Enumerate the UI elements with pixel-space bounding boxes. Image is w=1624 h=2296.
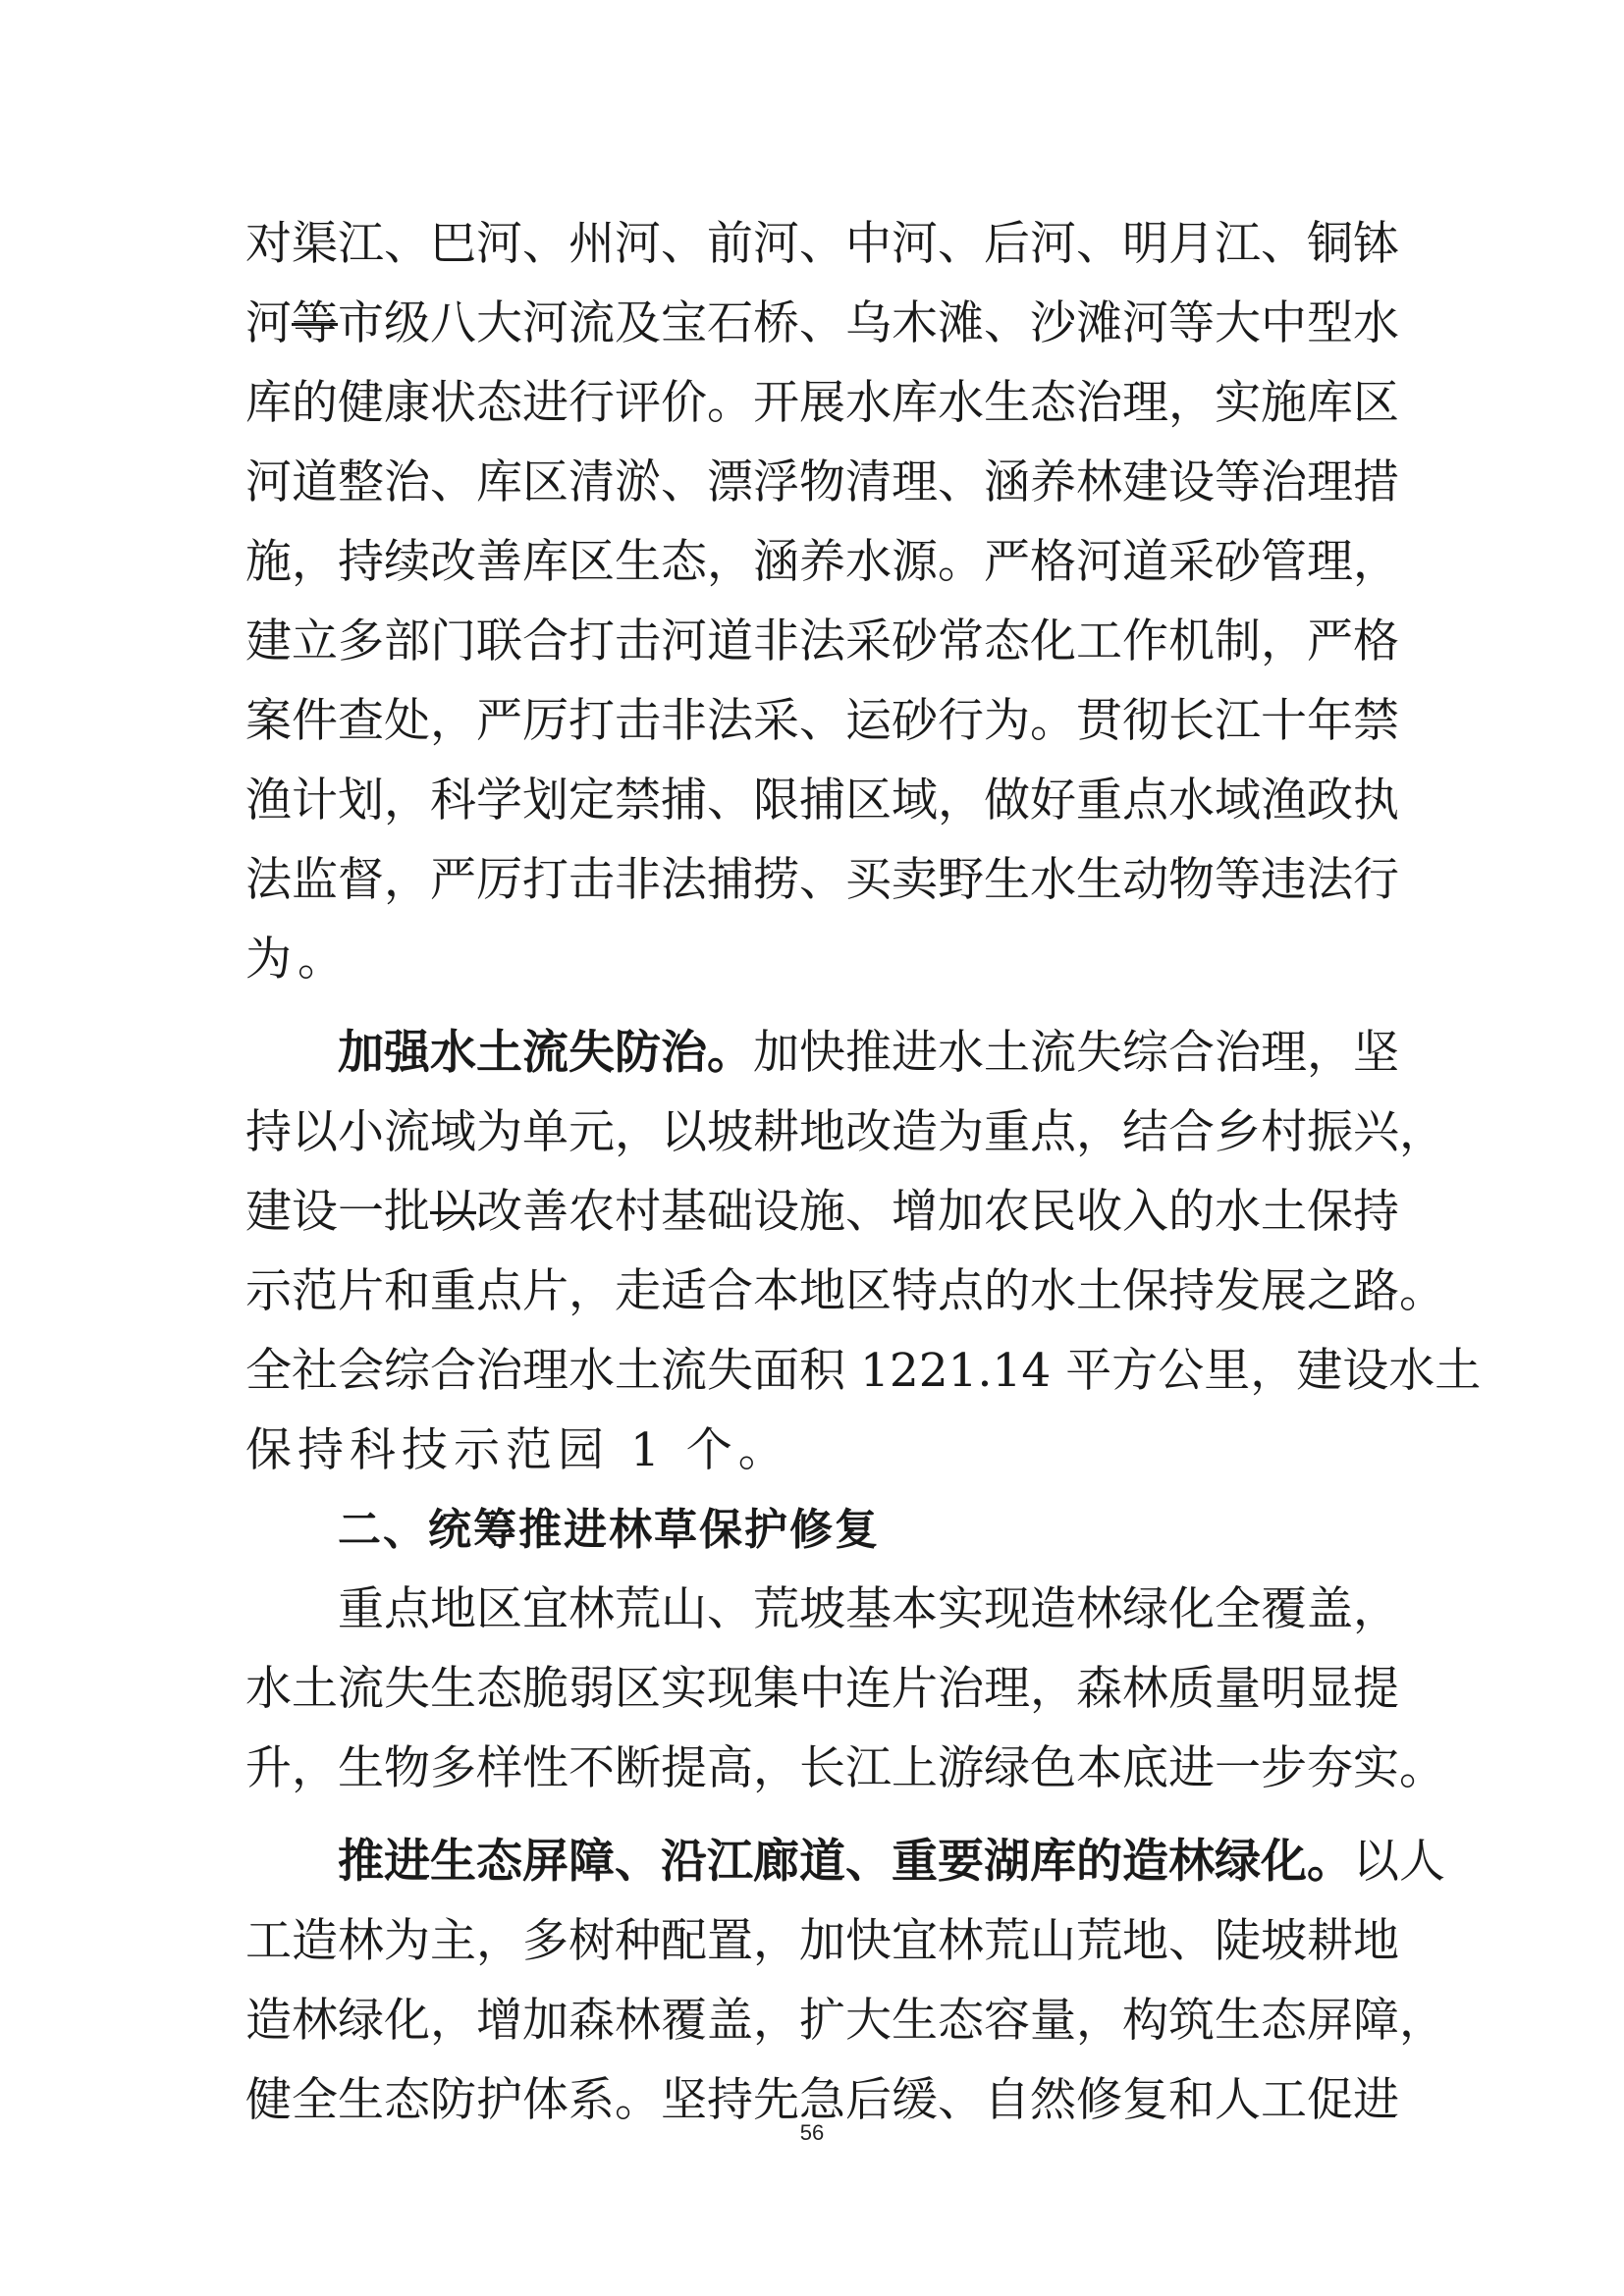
text-line: 建立多部门联合打击河道非法采砂常态化工作机制，严格 bbox=[245, 614, 1399, 668]
text-line bbox=[245, 1822, 1445, 1901]
struck-text: 以 bbox=[430, 1185, 476, 1239]
text-line: 法监督，严厉打击非法捕捞、买卖野生水生动物等违法行 bbox=[245, 853, 1399, 907]
text-line: 库的健康状态进行评价。开展水库水生态治理，实施库区 bbox=[245, 376, 1399, 430]
text-line: 升，生物多样性不断提高，长江上游绿色本底进一步夯实。 bbox=[245, 1741, 1445, 1795]
text-line: 对渠江、巴河、州河、前河、中河、后河、明月江、铜钵 bbox=[245, 217, 1399, 271]
text-line: 健全生态防护体系。坚持先急后缓、自然修复和人工促进 bbox=[245, 2073, 1399, 2127]
page-number: 56 bbox=[799, 2120, 825, 2145]
paragraph-afforestation bbox=[245, 1822, 1445, 2140]
text-line: 造林绿化，增加森林覆盖，扩大生态容量，构筑生态屏障， bbox=[245, 1994, 1445, 2048]
text-line: 工造林为主，多树种配置，加快宜林荒山荒地、陡坡耕地 bbox=[245, 1914, 1399, 1968]
text-line: 保持科技示范园 1 个。 bbox=[245, 1423, 790, 1477]
text-line: 渔计划，科学划定禁捕、限捕区域，做好重点水域渔政执 bbox=[245, 774, 1399, 828]
text-line: 示范片和重点片，走适合本地区特点的水土保持发展之路。 bbox=[245, 1264, 1445, 1318]
section-forest-grass bbox=[245, 1490, 1445, 1808]
text-line: 重点地区宜林荒山、荒坡基本实现造林绿化全覆盖， bbox=[338, 1582, 1399, 1636]
section-heading: 二、统筹推进林草保护修复 bbox=[338, 1505, 880, 1555]
text-line: 为。 bbox=[245, 933, 350, 987]
text-line: 全社会综合治理水土流失面积 1221.14 平方公里，建设水土 bbox=[245, 1344, 1482, 1398]
struck-text: 等 bbox=[292, 296, 338, 350]
text-segment: 河 bbox=[245, 296, 292, 350]
document-page bbox=[245, 204, 1482, 2140]
text-segment: 以人 bbox=[1353, 1835, 1445, 1889]
text-segment: 改善农村基础设施、增加农民收入的水土保持 bbox=[476, 1185, 1399, 1239]
paragraph-gap bbox=[245, 1808, 1384, 1822]
text-segment: 市级八大河流及宝石桥、乌木滩、沙滩河等大中型水 bbox=[338, 296, 1399, 350]
text-segment: 建设一批 bbox=[245, 1185, 430, 1239]
text-line bbox=[245, 284, 1399, 363]
bold-lead: 加强水土流失防治。 bbox=[338, 1026, 753, 1080]
text-line: 持以小流域为单元，以坡耕地改造为重点，结合乡村振兴， bbox=[245, 1105, 1445, 1159]
text-line: 施，持续改善库区生态，涵养水源。严格河道采砂管理， bbox=[245, 535, 1399, 589]
text-line bbox=[245, 1172, 1399, 1252]
paragraph-river-health bbox=[245, 204, 1399, 999]
text-line: 水土流失生态脆弱区实现集中连片治理，森林质量明显提 bbox=[245, 1662, 1399, 1716]
paragraph-soil-erosion bbox=[245, 1013, 1482, 1490]
bold-lead: 推进生态屏障、沿江廊道、重要湖库的造林绿化。 bbox=[338, 1835, 1353, 1889]
text-line: 案件查处，严厉打击非法采、运砂行为。贯彻长江十年禁 bbox=[245, 694, 1399, 748]
text-segment: 加快推进水土流失综合治理，坚 bbox=[753, 1026, 1399, 1080]
text-line: 河道整治、库区清淤、漂浮物清理、涵养林建设等治理措 bbox=[245, 455, 1399, 509]
paragraph-gap bbox=[245, 999, 1384, 1013]
text-line bbox=[245, 1013, 1399, 1093]
